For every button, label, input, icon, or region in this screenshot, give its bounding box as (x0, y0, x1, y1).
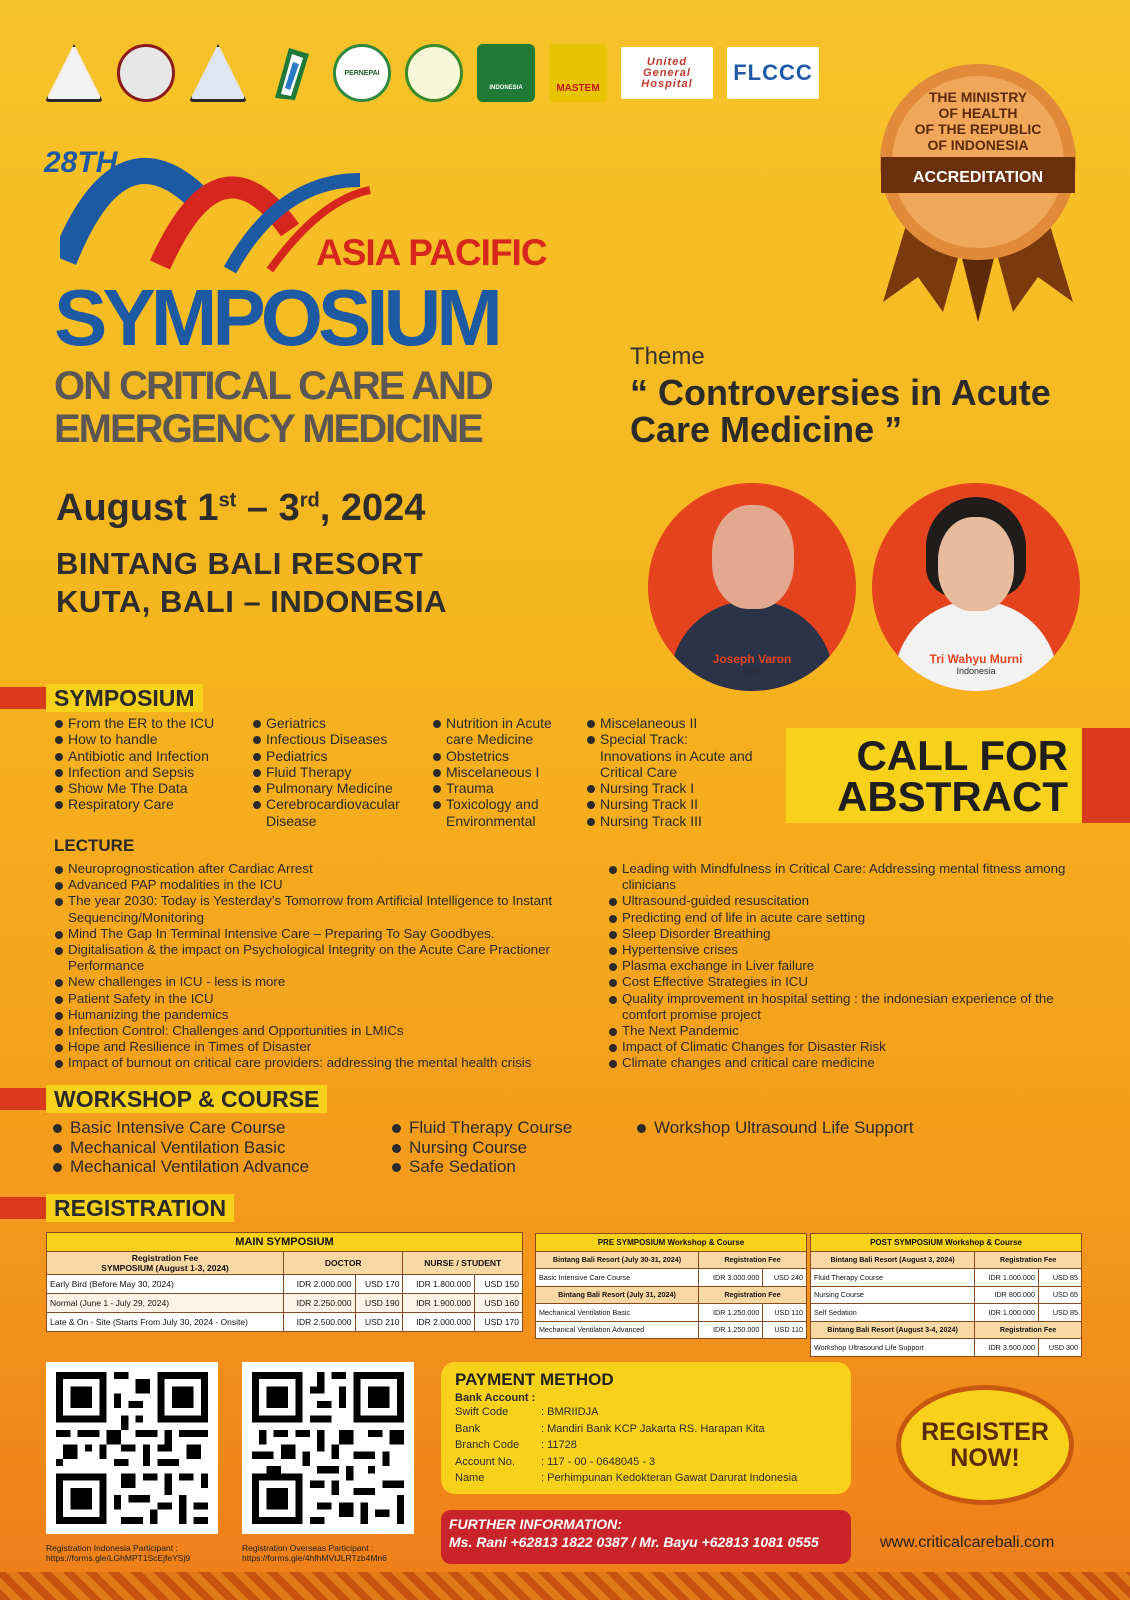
list-item: Cerebrocardiovacular Disease (252, 796, 422, 829)
list-item: Toxicology and Environmental (432, 796, 582, 829)
table-header: Bintang Bali Resort (July 30-31, 2024) (536, 1251, 699, 1269)
table-cell: USD 170 (474, 1313, 522, 1332)
list-item: Mind The Gap In Terminal Intensive Care – Preparing To Say Goodbyes. (54, 926, 614, 942)
list-item: Climate changes and critical care medicine (608, 1055, 1078, 1071)
section-accent-bar (0, 1197, 46, 1219)
list-item: Cost Effective Strategies in ICU (608, 974, 1078, 990)
post-symposium-fee-table (810, 1233, 1082, 1357)
list-item: Sleep Disorder Breathing (608, 926, 1078, 942)
list-item: Humanizing the pandemics (54, 1007, 614, 1023)
payment-value: : 117 - 00 - 0648045 - 3 (541, 1455, 656, 1468)
list-item: Impact of Climatic Changes for Disaster Risk (608, 1039, 1078, 1055)
website-link[interactable]: www.criticalcarebali.com (880, 1534, 1055, 1551)
badge-line2: OF HEALTH (938, 105, 1018, 121)
table-cell: Early Bird (Before May 30, 2024) (47, 1275, 284, 1294)
logo-mastem (549, 44, 607, 102)
symposium-list-4 (586, 715, 756, 829)
table-header: DOCTOR (284, 1252, 403, 1275)
table-cell: Self Sedation (811, 1304, 975, 1322)
logo-3 (189, 44, 247, 102)
list-item: Pulmonary Medicine (252, 780, 422, 796)
list-item: Mechanical Ventilation Basic (52, 1138, 309, 1158)
table-row (811, 1304, 1082, 1322)
table-cell: IDR 2.000.000 (403, 1313, 475, 1332)
payment-key: Bank (455, 1422, 481, 1435)
payment-key: Branch Code (455, 1439, 520, 1451)
list-item: Impact of burnout on critical care providers: addressing the mental health crisis (54, 1055, 614, 1071)
header-fee: Registration Fee (131, 1253, 199, 1263)
qr-code-overseas[interactable] (242, 1362, 414, 1534)
workshop-heading: WORKSHOP & COURSE (46, 1085, 327, 1113)
table-cell: USD 85 (1038, 1269, 1081, 1287)
table-cell: IDR 2.250.000 (284, 1294, 356, 1313)
workshop-list-1 (52, 1118, 309, 1177)
badge-line3: OF THE REPUBLIC (914, 121, 1042, 137)
table-row (811, 1269, 1082, 1287)
table-header (47, 1252, 284, 1275)
venue-line1: BINTANG BALI RESORT (56, 546, 424, 581)
logo-7-text: INDONESIA (489, 85, 523, 91)
list-item: How to handle (54, 731, 214, 747)
list-item: Fluid Therapy (252, 764, 422, 780)
symposium-title: SYMPOSIUM (54, 273, 498, 362)
speaker-caption-1 (648, 652, 856, 676)
list-item: Infectious Diseases (252, 731, 422, 747)
table-cell: USD 110 (763, 1321, 807, 1339)
list-item: Miscelaneous II (586, 715, 756, 731)
date-part-c: , 2024 (319, 487, 426, 529)
table-cell: Mechanical Ventilation Advanced (536, 1321, 699, 1339)
payment-value: : BMRIIDJA (541, 1406, 599, 1418)
table-cell: USD 300 (1038, 1339, 1081, 1357)
table-caption: PRE SYMPOSIUM Workshop & Course (536, 1234, 807, 1252)
table-cell: USD 190 (355, 1294, 403, 1313)
table-cell: USD 110 (763, 1304, 807, 1322)
list-item: Respiratory Care (54, 796, 214, 812)
badge-line4: OF INDONESIA (927, 137, 1029, 153)
logo-4 (261, 44, 319, 102)
info-contacts: Ms. Rani +62813 1822 0387 / Mr. Bayu +62813 1081 0555 (449, 1534, 819, 1550)
table-header: Registration Fee (699, 1251, 807, 1269)
table-cell: USD 150 (474, 1275, 522, 1294)
table-row (47, 1313, 523, 1332)
accreditation-badge (873, 62, 1083, 322)
list-item: From the ER to the ICU (54, 715, 214, 731)
table-header: Registration Fee (975, 1251, 1082, 1269)
payment-method-box (441, 1362, 851, 1494)
speaker-country: USA (742, 666, 762, 677)
payment-key: Name (455, 1472, 485, 1484)
table-cell: IDR 3.500.000 (975, 1339, 1039, 1357)
table-header: Registration Fee (975, 1321, 1082, 1339)
symposium-list-3 (432, 715, 582, 829)
qr-url[interactable]: https://forms.gle/LGhMPT1ScEjfeYSj9 (46, 1553, 191, 1564)
list-item: Advanced PAP modalities in the ICU (54, 877, 614, 893)
speaker-name: Tri Wahyu Murni (929, 652, 1023, 666)
call-for-abstract-accent (1082, 728, 1130, 823)
symposium-list-1 (54, 715, 214, 813)
badge-line1: THE MINISTRY (928, 89, 1028, 105)
date-sup-a: st (218, 489, 237, 512)
list-item: Geriatrics (252, 715, 422, 731)
qr-caption-label: Registration Overseas Participant : (242, 1543, 374, 1553)
edition-label: 28TH (44, 146, 118, 179)
logo-ugh-text: United General Hospital (641, 55, 693, 90)
symposium-heading: SYMPOSIUM (46, 684, 203, 712)
table-cell: USD 210 (355, 1313, 403, 1332)
list-item: Safe Sedation (391, 1157, 572, 1177)
section-accent-bar (0, 1088, 46, 1110)
table-row (47, 1275, 523, 1294)
table-cell: Normal (June 1 - July 29, 2024) (47, 1294, 284, 1313)
payment-row (455, 1437, 837, 1454)
table-cell: Late & On - Site (Starts From July 30, 2024 - Onsite) (47, 1313, 284, 1332)
bottom-decorative-border (0, 1572, 1130, 1600)
list-item: Obstetrics (432, 748, 582, 764)
list-item: New challenges in ICU - less is more (54, 974, 614, 990)
lecture-heading: LECTURE (54, 836, 135, 855)
table-row (47, 1294, 523, 1313)
symposium-list-2 (252, 715, 422, 829)
logo-6 (405, 44, 463, 102)
qr-code-icon (252, 1372, 404, 1524)
list-item: Pediatrics (252, 748, 422, 764)
table-cell: IDR 2.000.000 (284, 1275, 356, 1294)
table-row (536, 1304, 807, 1322)
payment-row (455, 1404, 837, 1421)
date-part-a: August 1 (56, 487, 219, 529)
table-cell: IDR 2.500.000 (284, 1313, 356, 1332)
logo-mastem-text: MASTEM (556, 83, 600, 94)
list-item: The year 2030: Today is Yesterday’s Tomorrow from Artificial Intelligence to Instant Sequencing/Monitoring (54, 893, 614, 925)
badge-label: ACCREDITATION (912, 169, 1044, 186)
table-cell: USD 65 (1038, 1286, 1081, 1304)
table-cell: USD 85 (1038, 1304, 1081, 1322)
logo-flccc (727, 47, 819, 99)
list-item: Workshop Ultrasound Life Support (636, 1118, 914, 1138)
venue-line2: KUTA, BALI – INDONESIA (56, 584, 448, 619)
header-fee2: SYMPOSIUM (August 1-3, 2024) (101, 1263, 229, 1273)
speaker-name: Joseph Varon (712, 652, 792, 666)
payment-row (455, 1470, 837, 1487)
list-item: The Next Pandemic (608, 1023, 1078, 1039)
table-row (811, 1339, 1082, 1357)
logo-united-general-hospital (621, 47, 713, 99)
list-item: Special Track: Innovations in Acute and Critical Care (586, 731, 756, 780)
qr-caption-indonesia (46, 1543, 190, 1563)
logo-perkenapi (333, 44, 391, 102)
table-caption: MAIN SYMPOSIUM (47, 1233, 523, 1252)
list-item: Show Me The Data (54, 780, 214, 796)
list-item: Digitalisation & the impact on Psychological Integrity on the Acute Care Practioner Performance (54, 942, 614, 974)
logo-1 (45, 44, 103, 102)
payment-heading: PAYMENT METHOD (455, 1370, 614, 1389)
theme-label: Theme (630, 343, 705, 370)
qr-url[interactable]: https://forms.gle/4hfhMVtJLRTzb4Mn6 (242, 1553, 387, 1564)
table-header: Bintang Bali Resort (August 3-4, 2024) (811, 1321, 975, 1339)
cfa-line1: CALL FOR (856, 732, 1068, 779)
lecture-list-left (54, 861, 614, 1072)
main-symposium-fee-table (46, 1232, 523, 1332)
info-heading: FURTHER INFORMATION: (449, 1516, 622, 1532)
list-item: Fluid Therapy Course (391, 1118, 572, 1138)
theme-text: “ Controversies in Acute Care Medicine ” (630, 372, 1051, 451)
payment-key: Swift Code (455, 1406, 509, 1418)
list-item: Quality improvement in hospital setting : the indonesian experience of the comfort promise project (608, 991, 1078, 1023)
table-cell: IDR 1.250.000 (699, 1304, 763, 1322)
register-now-button[interactable] (896, 1385, 1074, 1505)
payment-value: : Mandiri Bank KCP Jakarta RS. Harapan Kita (541, 1422, 765, 1435)
subtitle-line2: EMERGENCY MEDICINE (54, 407, 482, 451)
logo-flccc-text: FLCCC (733, 60, 813, 85)
list-item: Nursing Track III (586, 813, 756, 829)
partner-logos (45, 44, 819, 102)
logo-perkenapi-text: PERNEPAI (344, 69, 380, 77)
table-cell: IDR 1.800.000 (403, 1275, 475, 1294)
list-item: Miscelaneous I (432, 764, 582, 780)
table-cell: IDR 800.000 (975, 1286, 1039, 1304)
table-cell: IDR 1.250.000 (699, 1321, 763, 1339)
payment-value: : Perhimpunan Kedokteran Gawat Darurat Indonesia (541, 1472, 798, 1484)
list-item: Ultrasound-guided resuscitation (608, 893, 1078, 909)
subtitle-line1: ON CRITICAL CARE AND (54, 364, 492, 408)
registration-heading: REGISTRATION (46, 1194, 234, 1222)
list-item: Nursing Track I (586, 780, 756, 796)
table-header: Registration Fee (699, 1286, 807, 1304)
date-part-b: – 3 (236, 487, 300, 529)
payment-row (455, 1454, 837, 1471)
logo-2 (117, 44, 175, 102)
table-row (536, 1321, 807, 1339)
speaker-caption-2 (872, 652, 1080, 676)
table-row (811, 1286, 1082, 1304)
payment-value: : 11728 (541, 1439, 577, 1451)
table-cell: Nursing Course (811, 1286, 975, 1304)
payment-row (455, 1421, 837, 1438)
table-cell: Mechanical Ventilation Basic (536, 1304, 699, 1322)
event-date (56, 487, 425, 530)
list-item: Plasma exchange in Liver failure (608, 958, 1078, 974)
further-information-box (441, 1510, 851, 1564)
table-cell: USD 160 (474, 1294, 522, 1313)
payment-key: Account No. (455, 1455, 515, 1468)
table-header: NURSE / STUDENT (403, 1252, 523, 1275)
table-cell: IDR 1.000.000 (975, 1269, 1039, 1287)
list-item: Leading with Mindfulness in Critical Care: Addressing mental fitness among clinicians (608, 861, 1078, 893)
qr-code-icon (56, 1372, 208, 1524)
table-cell: IDR 3.000.000 (699, 1269, 763, 1287)
table-row (536, 1269, 807, 1287)
list-item: Infection and Sepsis (54, 764, 214, 780)
table-cell: USD 240 (763, 1269, 807, 1287)
list-item: Patient Safety in the ICU (54, 991, 614, 1007)
call-for-abstract-text (786, 732, 1068, 820)
workshop-list-2 (391, 1118, 572, 1177)
logo-7 (477, 44, 535, 102)
table-cell: IDR 1.900.000 (403, 1294, 475, 1313)
table-header: Bintang Bali Resort (August 3, 2024) (811, 1251, 975, 1269)
list-item: Antibiotic and Infection (54, 748, 214, 764)
list-item: Trauma (432, 780, 582, 796)
list-item: Nursing Track II (586, 796, 756, 812)
table-cell: Workshop Ultrasound Life Support (811, 1339, 975, 1357)
table-caption: POST SYMPOSIUM Workshop & Course (811, 1234, 1082, 1252)
table-cell: Basic Intensive Care Course (536, 1269, 699, 1287)
list-item: Hypertensive crises (608, 942, 1078, 958)
table-header: Bintang Bali Resort (July 31, 2024) (536, 1286, 699, 1304)
list-item: Nursing Course (391, 1138, 572, 1158)
section-accent-bar (0, 687, 46, 709)
qr-code-indonesia[interactable] (46, 1362, 218, 1534)
table-cell: Fluid Therapy Course (811, 1269, 975, 1287)
workshop-list-3 (636, 1118, 914, 1138)
date-sup-b: rd (299, 489, 320, 512)
bank-account-label: Bank Account : (455, 1392, 536, 1404)
lecture-list-right (608, 861, 1078, 1072)
list-item: Infection Control: Challenges and Opportunities in LMICs (54, 1023, 614, 1039)
table-cell: USD 170 (355, 1275, 403, 1294)
list-item: Neuroprognostication after Cardiac Arrest (54, 861, 614, 877)
list-item: Mechanical Ventilation Advance (52, 1157, 309, 1177)
list-item: Nutrition in Acute care Medicine (432, 715, 582, 748)
register-line1: REGISTER (921, 1417, 1049, 1446)
list-item: Hope and Resilience in Times of Disaster (54, 1039, 614, 1055)
asia-pacific-label: ASIA PACIFIC (316, 232, 547, 273)
list-item: Basic Intensive Care Course (52, 1118, 309, 1138)
table-cell: IDR 1.000.000 (975, 1304, 1039, 1322)
qr-caption-overseas (242, 1543, 387, 1563)
register-line2: NOW! (950, 1444, 1020, 1472)
list-item: Predicting end of life in acute care setting (608, 910, 1078, 926)
speaker-country: Indonesia (956, 666, 996, 677)
pre-symposium-fee-table (535, 1233, 807, 1339)
cfa-line2: ABSTRACT (837, 772, 1068, 820)
qr-caption-label: Registration Indonesia Participant : (46, 1543, 178, 1553)
